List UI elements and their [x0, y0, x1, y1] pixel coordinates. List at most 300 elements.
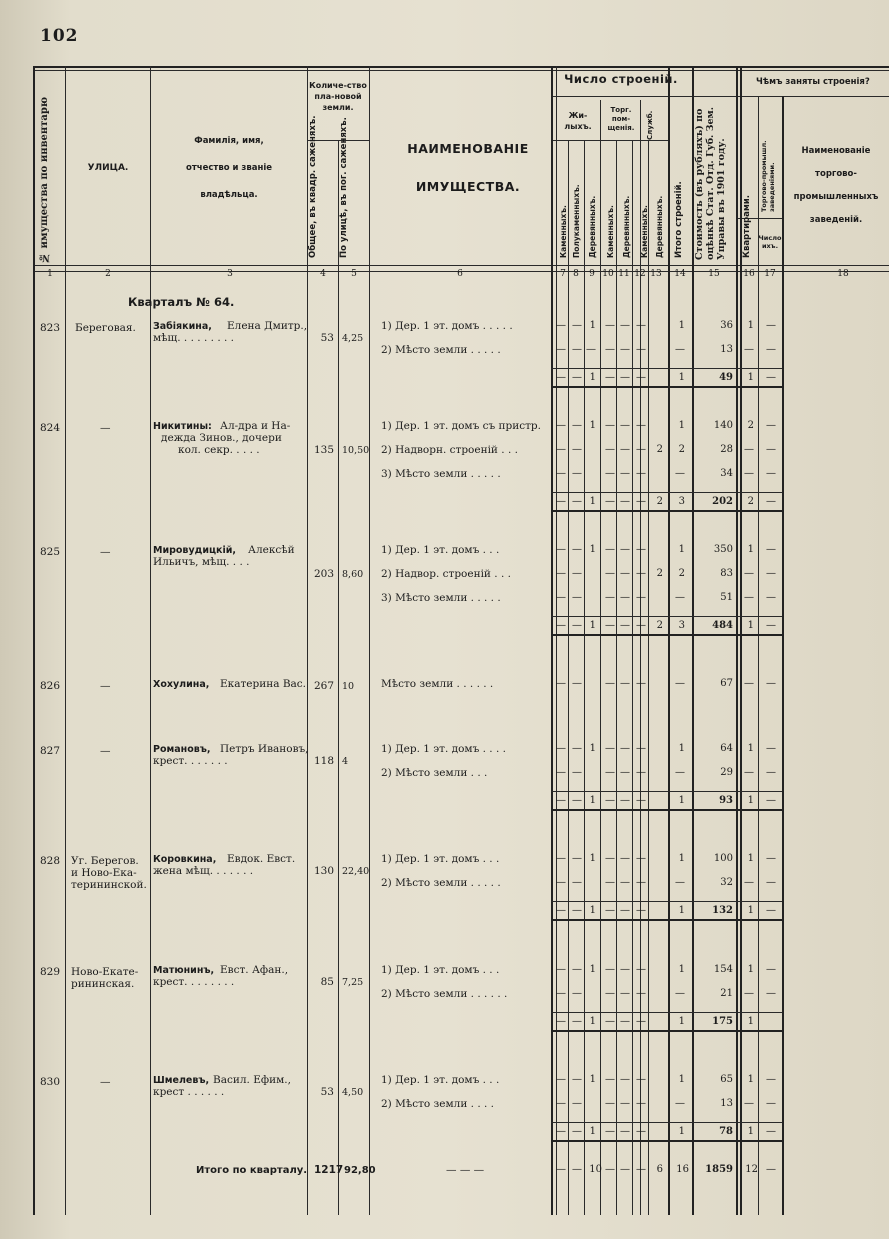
property-value: 36	[720, 320, 733, 331]
trade-count: —	[766, 988, 776, 999]
subtotal-total: 1	[678, 1126, 685, 1137]
column-line	[150, 66, 151, 1215]
owner-detail: Петръ Ивановъ,	[220, 743, 309, 755]
dash-cell: —	[620, 1164, 630, 1175]
subtotal-value: 484	[712, 620, 733, 631]
inventory-number: 830	[40, 1076, 61, 1088]
dash-cell: —	[620, 372, 630, 383]
dash-cell: —	[636, 964, 646, 975]
subtotal-rule-bottom	[551, 1030, 782, 1032]
column-line	[632, 140, 633, 1215]
subtotal-service: 2	[656, 496, 663, 507]
dash-cell: —	[556, 1164, 566, 1175]
dash-cell: —	[620, 743, 630, 754]
area-front: 4,25	[342, 333, 364, 344]
dash-cell: —	[620, 1016, 630, 1027]
column-number: 8	[573, 269, 579, 279]
inventory-number: 827	[40, 745, 61, 757]
apartments-count: 1	[747, 964, 754, 975]
header-service: Служб.	[646, 110, 654, 140]
apartments-count: —	[744, 767, 754, 778]
trade-count: —	[766, 444, 776, 455]
column-line	[758, 96, 759, 1215]
apartments-count: —	[744, 444, 754, 455]
property-item: 2) Надворн. строеній . . .	[381, 444, 518, 456]
column-line	[668, 66, 670, 1215]
dash-cell: —	[620, 988, 630, 999]
apartments-count: 1	[747, 320, 754, 331]
total-buildings: 1	[678, 964, 685, 975]
trade-count: —	[766, 320, 776, 331]
header-owner: Фамилія, имя, отчество и званіе владѣльца.	[185, 136, 273, 200]
property-item: 2) Мѣсто земли . . . .	[381, 1098, 495, 1110]
property-value: 83	[720, 568, 733, 579]
total-buildings: —	[675, 877, 685, 888]
property-item: 1) Дер. 1 эт. домъ . . .	[381, 1074, 500, 1086]
subtotal-rule	[551, 901, 782, 902]
subtotal-rule-bottom	[551, 1140, 782, 1142]
owner-detail: жена мѣщ. . . . . . .	[153, 865, 254, 877]
dash-cell: —	[556, 1074, 566, 1085]
column-line	[648, 140, 649, 1215]
dash-cell: —	[572, 877, 582, 888]
area-total: 267	[313, 680, 334, 692]
owner-detail: мѣщ. . . . . . . . .	[153, 332, 235, 344]
dash-cell: —	[636, 620, 646, 631]
apartments-count: 1	[747, 1074, 754, 1085]
column-number: 17	[764, 269, 776, 279]
dash-cell: —	[636, 905, 646, 916]
area-total: 130	[313, 865, 334, 877]
owner-detail: крест . . . . . .	[153, 1086, 225, 1098]
trade-count: —	[766, 1074, 776, 1085]
column-line	[33, 66, 35, 1215]
dash-cell: —	[620, 568, 630, 579]
total-buildings: —	[675, 592, 685, 603]
dash-cell: —	[605, 853, 615, 864]
column-line	[369, 66, 370, 1215]
dash-cell: —	[556, 568, 566, 579]
total-buildings: 1	[678, 544, 685, 555]
apartments-count: —	[744, 468, 754, 479]
property-item: 3) Мѣсто земли . . . . .	[381, 468, 501, 480]
dash-cell: —	[636, 1126, 646, 1137]
trade-count: —	[766, 1098, 776, 1109]
owner-detail: Евдок. Евст.	[227, 853, 296, 865]
column-line	[782, 96, 784, 1215]
area-total: 53	[320, 332, 334, 344]
subtotal-residential: 1	[589, 1016, 596, 1027]
dash-cell: —	[620, 877, 630, 888]
owner-detail: Васил. Ефим.,	[213, 1074, 291, 1086]
header-occupied-group: Чѣмъ заняты строенія?	[756, 77, 870, 87]
dash-cell: —	[620, 592, 630, 603]
residential-wood-count: 1	[589, 320, 596, 331]
dash-cell: —	[620, 795, 630, 806]
dash-cell: —	[556, 468, 566, 479]
header-area-group: Количе-ство пла-новой земли.	[309, 81, 367, 112]
subtotal-residential: 1	[589, 1126, 596, 1137]
dash-cell: —	[636, 678, 646, 689]
trade-count: —	[766, 592, 776, 603]
street-name: —	[100, 1076, 111, 1088]
subtotal-apartments: 1	[747, 905, 754, 916]
trade-count: —	[766, 420, 776, 431]
area-front: 8,60	[342, 569, 364, 580]
dash-cell: —	[605, 678, 615, 689]
street-name: —	[100, 745, 111, 757]
apartments-count: —	[744, 1098, 754, 1109]
header-trade-est: Торгово-промышл. заведеніями.	[760, 140, 776, 212]
apartments-count: —	[744, 877, 754, 888]
dash-cell: —	[620, 344, 630, 355]
grand-total-value: 1859	[705, 1164, 733, 1175]
column-number: 14	[674, 269, 686, 279]
subtotal-apartments: 2	[747, 496, 754, 507]
property-value: 29	[720, 767, 733, 778]
dash-cell: —	[620, 496, 630, 507]
dash-cell: —	[572, 905, 582, 916]
subtotal-rule	[551, 1012, 782, 1013]
dash-cell: —	[620, 905, 630, 916]
dash-cell: —	[572, 420, 582, 431]
subtotal-rule-bottom	[551, 386, 782, 388]
page-number: 102	[40, 26, 79, 46]
trade-count: —	[766, 853, 776, 864]
total-buildings: 2	[678, 568, 685, 579]
owner-surname: Романовъ,	[153, 744, 211, 755]
apartments-count: 1	[747, 853, 754, 864]
subtotal-rule-bottom	[551, 634, 782, 636]
owner-detail: Ильичъ, мѣщ. . . .	[153, 556, 250, 568]
grand-total-front: 92,80	[344, 1165, 376, 1176]
total-buildings: 1	[678, 743, 685, 754]
owner-detail: дежда Зинов., дочери	[161, 432, 282, 444]
subtotal-total: 3	[678, 496, 685, 507]
dash-cell: —	[636, 877, 646, 888]
dash-cell: —	[636, 344, 646, 355]
column-number: 5	[351, 269, 357, 279]
property-item: 2) Мѣсто земли . . . . .	[381, 344, 501, 356]
owner-detail: крест. . . . . . . .	[153, 976, 235, 988]
total-buildings: —	[675, 1098, 685, 1109]
owner-detail: кол. секр. . . . .	[178, 444, 260, 456]
column-number: 15	[708, 269, 720, 279]
subtotal-value: 93	[719, 795, 733, 806]
owner-surname: Никитины:	[153, 421, 212, 432]
grand-total-residential: 10	[589, 1164, 602, 1175]
column-number: 6	[457, 269, 463, 279]
dash-cell: —	[556, 743, 566, 754]
property-value: 28	[720, 444, 733, 455]
owner-surname: Мировудицкій,	[153, 545, 236, 556]
street-name: Береговая.	[75, 322, 136, 334]
dash-cell: —	[605, 620, 615, 631]
dash-cell: —	[605, 592, 615, 603]
dash-cell: —	[636, 496, 646, 507]
residential-wood-count: 1	[589, 420, 596, 431]
dash-cell: —	[556, 496, 566, 507]
subtotal-trade: —	[766, 372, 776, 383]
property-item: 3) Мѣсто земли . . . . .	[381, 592, 501, 604]
residential-wood-count: 1	[589, 853, 596, 864]
property-value: 350	[713, 544, 733, 555]
dash-cell: —	[556, 1126, 566, 1137]
header-apartments: Квартирами.	[742, 195, 752, 258]
subtotal-total: 1	[678, 1016, 685, 1027]
dash-cell: —	[636, 592, 646, 603]
dash-cell: —	[572, 444, 582, 455]
dash-cell: —	[605, 444, 615, 455]
dash-cell: —	[605, 767, 615, 778]
property-item: 1) Дер. 1 эт. домъ . . .	[381, 544, 500, 556]
total-buildings: —	[675, 468, 685, 479]
subtotal-total: 1	[678, 372, 685, 383]
dash-cell: —	[636, 468, 646, 479]
dash-cell: —	[572, 1016, 582, 1027]
apartments-count: —	[744, 344, 754, 355]
subtotal-total: 1	[678, 795, 685, 806]
dash-cell: —	[636, 420, 646, 431]
header-commercial: Торг. пом-щенія.	[607, 106, 635, 132]
owner-detail: Екатерина Вас.	[220, 678, 307, 690]
dash-cell: —	[572, 320, 582, 331]
rule-line	[33, 70, 889, 71]
property-value: 65	[720, 1074, 733, 1085]
dash-cell: —	[572, 1098, 582, 1109]
service-wood-count: 2	[656, 444, 663, 455]
owner-surname: Коровкина,	[153, 854, 217, 865]
street-name: Уг. Берегов.	[71, 855, 139, 867]
area-front: 10	[342, 681, 355, 692]
property-value: 13	[720, 344, 733, 355]
subtotal-rule	[551, 368, 782, 369]
dash-cell: —	[605, 743, 615, 754]
area-front: 4	[342, 756, 349, 767]
total-buildings: 1	[678, 320, 685, 331]
column-number: 3	[227, 269, 233, 279]
street-name: и Ново-Ека-	[71, 867, 137, 879]
header-trade-name: Наименованіе торгово-промышленныхъ заведеній.	[793, 146, 879, 225]
dash-cell: —	[556, 372, 566, 383]
area-front: 22,40	[342, 866, 370, 877]
dash-cell: —	[620, 678, 630, 689]
dash-cell: —	[620, 420, 630, 431]
dash-cell: —	[556, 544, 566, 555]
dash-cell: —	[605, 988, 615, 999]
dash-cell: —	[556, 320, 566, 331]
residential-wood-count: 1	[589, 1074, 596, 1085]
total-buildings: 1	[678, 420, 685, 431]
inventory-number: 829	[40, 966, 61, 978]
property-item: 1) Дер. 1 эт. домъ . . .	[381, 853, 500, 865]
dash-cell: —	[605, 568, 615, 579]
column-line	[640, 100, 641, 1215]
rule-line	[33, 265, 889, 266]
dash-cell: —	[636, 444, 646, 455]
property-item: 2) Мѣсто земли . . .	[381, 767, 488, 779]
property-item: 2) Надвор. строеній . . .	[381, 568, 511, 580]
dash-cell: —	[572, 468, 582, 479]
dash-cell: —	[605, 905, 615, 916]
owner-surname: Хохулина,	[153, 679, 210, 690]
subtotal-residential: 1	[589, 795, 596, 806]
dash-cell: —	[620, 620, 630, 631]
total-buildings: —	[675, 344, 685, 355]
dash-cell: —	[620, 964, 630, 975]
total-buildings: —	[675, 678, 685, 689]
total-buildings: 1	[678, 853, 685, 864]
dash-cell: —	[620, 1098, 630, 1109]
dash-cell: —	[636, 853, 646, 864]
dash-cell: —	[636, 988, 646, 999]
inventory-number: 825	[40, 546, 61, 558]
dash-cell: —	[605, 877, 615, 888]
subtotal-service: 2	[656, 620, 663, 631]
subtotal-rule	[551, 492, 782, 493]
column-number: 12	[634, 269, 646, 279]
dash-cell: —	[572, 372, 582, 383]
subtotal-rule	[551, 1122, 782, 1123]
owner-detail: Елена Дмитр.,	[227, 320, 308, 332]
area-front: 4,50	[342, 1087, 364, 1098]
dash-cell: —	[620, 320, 630, 331]
dash-cell: —	[605, 544, 615, 555]
property-value: 154	[713, 964, 733, 975]
property-value: 140	[713, 420, 733, 431]
subtotal-value: 78	[719, 1126, 733, 1137]
dash-cell: —	[620, 1074, 630, 1085]
dash-cell: —	[605, 420, 615, 431]
dash-cell: —	[556, 964, 566, 975]
dash-cell: —	[556, 877, 566, 888]
subtotal-residential: 1	[589, 372, 596, 383]
property-item: 1) Дер. 1 эт. домъ . . . .	[381, 743, 506, 755]
trade-count: —	[766, 964, 776, 975]
dash-cell: —	[572, 344, 582, 355]
subtotal-total: 3	[678, 620, 685, 631]
header-stone1: Каменныхъ.	[559, 205, 568, 258]
dash-cell: —	[556, 767, 566, 778]
owner-detail: Ал-дра и На-	[220, 420, 291, 432]
trade-count: —	[766, 767, 776, 778]
owner-detail: крест. . . . . . .	[153, 755, 228, 767]
block-title: Кварталъ № 64.	[128, 295, 235, 309]
residential-wood-count: —	[586, 344, 596, 355]
property-item: 2) Мѣсто земли . . . . .	[381, 877, 501, 889]
header-property: НАИМЕНОВАНІЕ ИМУЩЕСТВА.	[407, 141, 529, 194]
header-halfstone: Полукаменныхъ.	[572, 184, 581, 258]
street-name: терининской.	[71, 879, 147, 891]
apartments-count: —	[744, 678, 754, 689]
column-number: 11	[618, 269, 630, 279]
street-name: рининская.	[71, 978, 135, 990]
total-buildings: —	[675, 767, 685, 778]
trade-count: —	[766, 568, 776, 579]
area-front: 7,25	[342, 977, 364, 988]
owner-surname: Шмелевъ,	[153, 1075, 210, 1086]
dash-cell: —	[572, 1164, 582, 1175]
header-stone3: Каменныхъ.	[640, 205, 649, 258]
property-item: 2) Мѣсто земли . . . . . .	[381, 988, 508, 1000]
column-number: 7	[560, 269, 566, 279]
dash-cell: —	[572, 988, 582, 999]
dash-cell: —	[572, 795, 582, 806]
area-total: 203	[313, 568, 334, 580]
dash-cell: —	[636, 743, 646, 754]
dash-cell: —	[572, 964, 582, 975]
grand-total-area: 1217	[314, 1164, 344, 1176]
dash-cell: —	[556, 1098, 566, 1109]
header-wood3: Деревянныхъ.	[655, 195, 664, 258]
dash-cell: —	[636, 1098, 646, 1109]
trade-count: —	[766, 544, 776, 555]
header-area-front: По улицѣ, въ пог. саженяхъ.	[339, 117, 349, 258]
column-number: 2	[105, 269, 111, 279]
property-value: 32	[720, 877, 733, 888]
header-inv-no: № имущества по инвентарю	[39, 96, 50, 263]
subtotal-apartments: 1	[747, 372, 754, 383]
dash-cell: —	[620, 767, 630, 778]
dash-cell: —	[572, 743, 582, 754]
dash-cell: —	[572, 496, 582, 507]
dash-cell: —	[620, 468, 630, 479]
header-residential: Жи-лыхъ.	[564, 111, 592, 131]
dash-cell: —	[556, 444, 566, 455]
column-line	[600, 100, 601, 1215]
dash-cell: —	[556, 853, 566, 864]
dash-cell: —	[605, 1074, 615, 1085]
dash-cell: —	[636, 1074, 646, 1085]
dash-cell: —	[605, 344, 615, 355]
dash-cell: —	[636, 372, 646, 383]
apartments-count: 2	[747, 420, 754, 431]
column-line	[338, 140, 339, 1215]
service-wood-count: 2	[656, 568, 663, 579]
street-name: —	[100, 680, 111, 692]
dash-cell: —	[572, 853, 582, 864]
total-buildings: 2	[678, 444, 685, 455]
column-line	[616, 140, 617, 1215]
grand-total-service: 6	[656, 1164, 663, 1175]
subtotal-residential: 1	[589, 905, 596, 916]
dash-cell: —	[572, 592, 582, 603]
header-area-total: Общее, въ квадр. саженяхъ.	[308, 115, 318, 258]
owner-surname: Матюнинъ,	[153, 965, 215, 976]
dash-cell: —	[605, 372, 615, 383]
dash-cell: —	[556, 344, 566, 355]
inventory-number: 823	[40, 322, 61, 334]
column-line	[568, 140, 569, 1215]
area-total: 85	[320, 976, 334, 988]
dash-cell: —	[572, 568, 582, 579]
residential-wood-count: 1	[589, 964, 596, 975]
property-value: 64	[720, 743, 733, 754]
column-number: 4	[320, 269, 326, 279]
dash-cell: —	[636, 1164, 646, 1175]
owner-detail: Евст. Афан.,	[220, 964, 289, 976]
property-value: 13	[720, 1098, 733, 1109]
header-buildings-group: Число строеній.	[564, 72, 678, 86]
property-item: 1) Дер. 1 эт. домъ . . . . .	[381, 320, 513, 332]
header-value	[694, 76, 738, 260]
dash-cell: —	[636, 795, 646, 806]
subtotal-trade: —	[766, 1126, 776, 1137]
header-value-text: Стоимость (въ рубляхъ) по оцѣнкѣ Стат. Отд. Губ. Зем. Управы въ 1901 году.	[694, 106, 727, 260]
area-total: 53	[320, 1086, 334, 1098]
dash-cell: —	[636, 320, 646, 331]
street-name: —	[100, 546, 111, 558]
